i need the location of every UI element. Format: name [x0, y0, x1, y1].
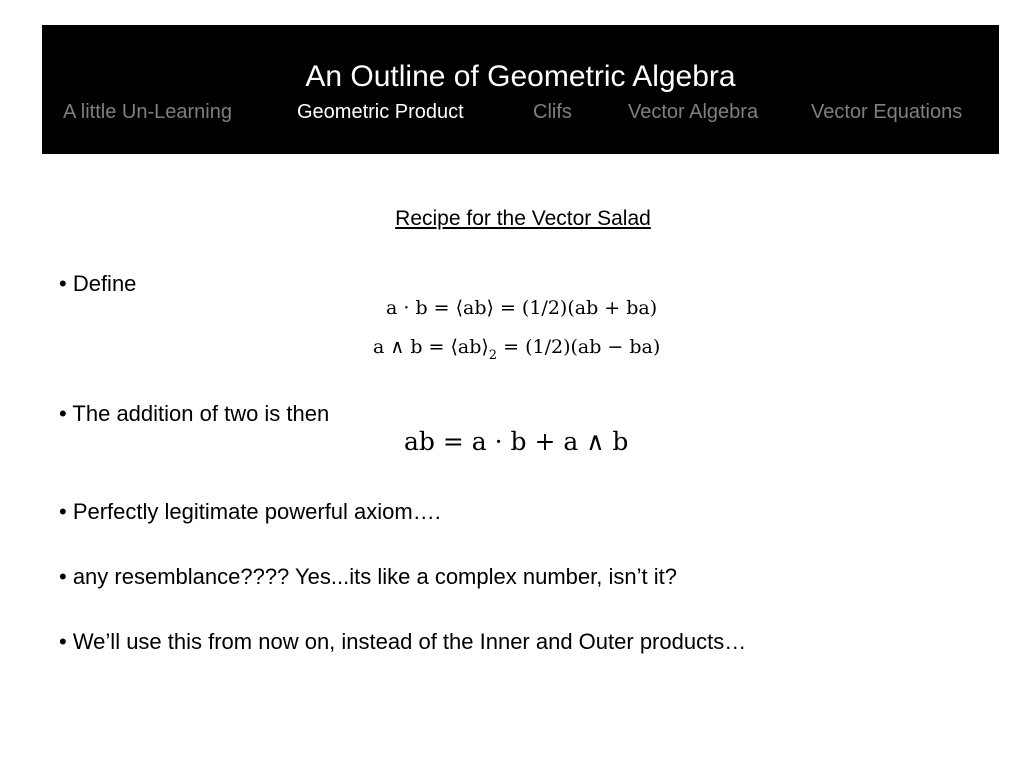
bullet-use-from-now-on: • We’ll use this from now on, instead of the Inner and Outer products… [59, 629, 747, 654]
tab-clifs[interactable]: Clifs [533, 101, 572, 123]
formula-inner-product [386, 296, 657, 320]
formula-geometric-product: ab = a · b + a ∧ b [404, 427, 629, 456]
bullet-define: • Define [59, 271, 137, 296]
tab-geometric-product[interactable]: Geometric Product [297, 101, 464, 123]
formula-outer-product-lhs: a ∧ b = ⟨ab⟩ [373, 336, 489, 358]
presentation-title: An Outline of Geometric Algebra [305, 60, 736, 93]
tab-vector-algebra[interactable]: Vector Algebra [628, 101, 759, 123]
formula-outer-product-rhs: = (1/2)(ab − ba) [497, 336, 661, 358]
formula-inner-product-text: a · b = ⟨ab⟩ = (1/2)(ab + ba) [386, 297, 658, 319]
formula-outer-product-grade: 2 [488, 348, 498, 363]
bullet-addition: • The addition of two is then [59, 401, 330, 426]
tab-a-little-un-learning[interactable]: A little Un-Learning [63, 101, 232, 123]
bullet-axiom: • Perfectly legitimate powerful axiom…. [59, 499, 441, 524]
header-bar [42, 25, 999, 154]
slide-heading: Recipe for the Vector Salad [395, 207, 651, 230]
formula-outer-product [373, 335, 660, 368]
tab-vector-equations[interactable]: Vector Equations [811, 101, 963, 123]
bullet-resemblance: • any resemblance???? Yes...its like a complex number, isn’t it? [59, 564, 677, 589]
